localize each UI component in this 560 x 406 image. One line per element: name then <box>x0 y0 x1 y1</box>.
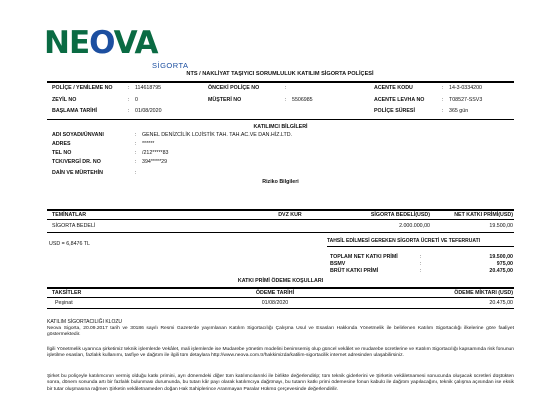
gross-premium-colon: : <box>420 268 422 274</box>
net-premium-col-header: NET KATKI PRİMİ(USD) <box>454 212 513 218</box>
logo-wordmark: NEOVA <box>44 25 158 61</box>
beneficiary-label: DAİN VE MÜRTEHİN <box>52 170 103 176</box>
customer-no-value: 5506985 <box>292 97 313 103</box>
tax-no-value: 394*****29 <box>142 159 168 165</box>
total-net-premium-colon: : <box>420 254 422 260</box>
coverage-name: SİGORTA BEDELİ <box>52 223 96 229</box>
installment-amount: 20.475,00 <box>489 300 513 306</box>
sum-insured-col-header: SİGORTA BEDELİ(USD) <box>370 212 430 218</box>
beneficiary-colon: : <box>135 170 137 176</box>
risk-section-heading: Riziko Bilgileri <box>262 179 299 185</box>
phone-colon: : <box>135 150 137 156</box>
agency-code-label: ACENTE KODU <box>374 85 413 91</box>
clause-paragraph-2: İlgili Yönetmelik uyarınca şirketimiz teknik işlemlerde Vekâlet, mali işlemlerde ise Mudarebe yönetim modelini benimsemiş olup güncel vekâlet ve mudarebe ücretlerine ve Katılım Sigortacılığı kapsamında risk fonunun işletilme esasları, fazlalık kullanımı, tasfiye ve dağıtım ile ilgili tüm detaylara http://www.neova.com.tr/hakkimizda/katilim-sigortacilik internet adresinden ulaşabilirsiniz. <box>47 347 514 359</box>
bsmv-value: 975,00 <box>496 261 513 267</box>
start-date-value: 01/08/2020 <box>135 108 162 114</box>
policy-duration-label: POLİÇE SÜRESİ <box>374 108 415 114</box>
divider <box>327 246 514 247</box>
phone-value: /212*****83 <box>142 150 169 156</box>
divider <box>47 209 514 211</box>
document-title: NTS / NAKLİYAT TAŞIYICI SORUMLULUK KATILIM SİGORTA POLİÇESİ <box>186 71 374 77</box>
bsmv-label: BSMV <box>330 261 346 267</box>
insured-section-heading: KATILIMCI BİLGİLERİ <box>253 124 308 130</box>
phone-label: TEL NO <box>52 150 72 156</box>
insured-name-value: GENEL DENİZCİLİK LOJİSTİK TAH. TAH.AC.VE DAN.HİZ.LTD. <box>142 132 293 138</box>
previous-policy-colon: : <box>285 85 287 91</box>
installment-name: Peşinat <box>55 300 73 306</box>
policy-duration-value: 365 gün <box>449 108 469 114</box>
totals-heading: TAHSİL EDİLMESİ GEREKEN SİGORTA ÜCRETİ VE TEFERRUATI <box>327 238 481 244</box>
total-net-premium-value: 19.500,00 <box>489 254 513 260</box>
fx-rate-col-header: DVZ KUR <box>278 212 302 218</box>
tax-no-colon: : <box>135 159 137 165</box>
divider <box>47 287 514 289</box>
total-net-premium-label: TOPLAM NET KATKI PRİMİ <box>330 254 398 260</box>
start-date-label: BAŞLAMA TARİHİ <box>52 108 98 114</box>
divider <box>47 297 514 298</box>
address-label: ADRES <box>52 141 71 147</box>
endorsement-no-value: 0 <box>135 97 138 103</box>
agency-plate-value: T08527-SSV3 <box>449 97 483 103</box>
clause-paragraph-3: Şirket bu poliçeyle katılımcının vermiş olduğu katkı primini, ayrı dönemdeki diğer tüm katılımcılarınki ile birlikte değerlendirip; tüm teknik giderlerini ve Şirketin vekâletnamesi sonucunda oluşacak ücretleri düştükten sonra, dönem sonunda artı bir fazlalık bulunması durumunda, bu tutarı kâr payı olarak katılımcıya dağıtmayı, bu tutarın katkı primi ödemesine fonun kabulü ile dağıtım yapılacağını, teknik çalışma açısından ise eksik bir tutar oluşmasına rağmen Şirketin vekâletnameden doğan Hak Sahiplerince Aranmayan Paralar Hükmü çerçevesinde değerlendirilir. <box>47 374 514 392</box>
customer-no-colon: : <box>285 97 287 103</box>
logo-subtitle: SİGORTA <box>152 61 189 70</box>
payment-date-col-header: ÖDEME TARİHİ <box>255 290 295 296</box>
start-date-colon: : <box>128 108 130 114</box>
insured-name-label: ADI SOYADI/ÜNVANI <box>52 132 104 138</box>
divider <box>47 219 514 220</box>
tax-no-label: TCK/VERGİ DR. NO <box>52 159 101 165</box>
gross-premium-value: 20.475,00 <box>489 268 513 274</box>
net-premium-value: 19.500,00 <box>489 223 513 229</box>
installment-date: 01/08/2020 <box>261 300 289 306</box>
endorsement-no-label: ZEYİL NO <box>52 97 77 103</box>
agency-code-value: 14-3-0334200 <box>449 85 482 91</box>
agency-plate-colon: : <box>442 97 444 103</box>
clause-title: KATILIM SİGORTACILIĞI KLOZU <box>47 319 123 325</box>
policy-no-value: 114618795 <box>135 85 162 91</box>
divider <box>47 308 514 309</box>
endorsement-no-colon: : <box>128 97 130 103</box>
policy-duration-colon: : <box>442 108 444 114</box>
policy-no-label: POLİÇE / YENİLEME NO <box>52 85 113 91</box>
address-value: ****** <box>142 141 155 147</box>
previous-policy-label: ÖNCEKİ POLİÇE NO <box>208 85 260 91</box>
policy-no-colon: : <box>128 85 130 91</box>
sum-insured-value: 2.000.000,00 <box>399 223 430 229</box>
divider <box>47 81 514 83</box>
installments-col-header: TAKSİTLER <box>52 290 82 296</box>
agency-code-colon: : <box>442 85 444 91</box>
coverage-col-header: TEMİNATLAR <box>52 212 87 218</box>
clause-paragraph-1: Neova Sigorta, 20.09.2017 tarih ve 30186 sayılı Resmi Gazete'de yayımlanan Katılım Sigortacılığı Çalışma Usul ve Esasları Hakkında Yönetmelik ile belirlenen Katılım Sigortacılığı ilkelerine göre faaliyet göstermektedir. <box>47 326 514 338</box>
fx-rate-note: USD = 6,8476 TL <box>49 241 90 247</box>
gross-premium-label: BRÜT KATKI PRİMİ <box>330 268 379 274</box>
insured-name-colon: : <box>135 132 137 138</box>
bsmv-colon: : <box>420 261 422 267</box>
address-colon: : <box>135 141 137 147</box>
neova-logo <box>44 25 189 70</box>
divider <box>47 232 514 233</box>
agency-plate-label: ACENTE LEVHA NO <box>374 97 425 103</box>
payment-section-heading: KATKI PRİMİ ÖDEME KOŞULLARI <box>237 278 324 284</box>
payment-amount-col-header: ÖDEME MİKTARI (USD) <box>454 290 513 296</box>
customer-no-label: MÜŞTERİ NO <box>208 97 242 103</box>
divider <box>47 119 514 120</box>
